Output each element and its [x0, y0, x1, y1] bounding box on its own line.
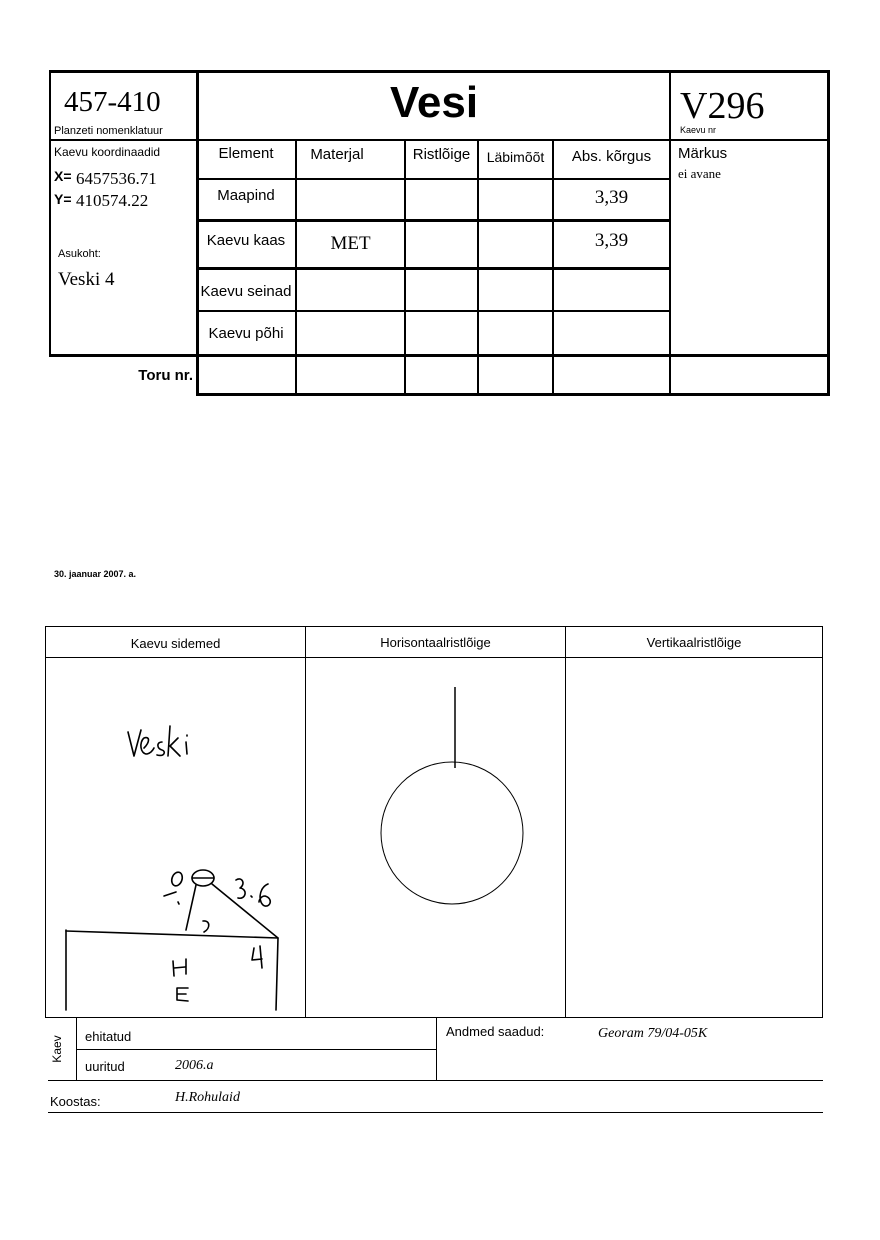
- col-header-abs-height: Abs. kõrgus: [571, 148, 652, 165]
- rule: [197, 178, 671, 180]
- well-links-sketch: [46, 658, 305, 1017]
- data-source-label: Andmed saadud:: [446, 1024, 545, 1039]
- row-element: Kaevu põhi: [208, 325, 284, 342]
- rule: [436, 1017, 437, 1081]
- sketch-header-vertical: Vertikaalristlõige: [646, 635, 742, 650]
- compiled-value: H.Rohulaid: [175, 1090, 240, 1105]
- rule: [822, 626, 823, 1018]
- rule: [45, 1017, 823, 1018]
- coordinates-label: Kaevu koordinaadid: [54, 145, 161, 159]
- col-header-diameter: Läbimõõt: [486, 149, 545, 165]
- col-header-element: Element: [218, 145, 274, 162]
- rule: [49, 354, 830, 357]
- compiled-label: Koostas:: [50, 1094, 101, 1109]
- remarks-value: ei avane: [678, 166, 721, 181]
- pipe-label: Toru nr.: [138, 367, 193, 384]
- rule: [49, 70, 51, 357]
- well-number-label: Kaevu nr: [680, 125, 717, 135]
- sketch-header-links: Kaevu sidemed: [130, 636, 221, 651]
- built-label: ehitatud: [85, 1029, 132, 1044]
- nomenclature-value: 457-410: [64, 86, 161, 118]
- rule: [197, 310, 671, 312]
- date-text: 30. jaanuar 2007. a.: [54, 569, 137, 579]
- row-element: Maapind: [217, 187, 275, 204]
- rule: [565, 626, 566, 1018]
- row-element: Kaevu seinad: [200, 283, 292, 300]
- rule: [45, 626, 823, 627]
- rule: [48, 1112, 823, 1113]
- well-number-value: V296: [680, 85, 765, 127]
- remarks-label: Märkus: [678, 145, 728, 162]
- surveyed-label: uuritud: [85, 1059, 125, 1074]
- well-side-label: Kaev: [50, 1035, 64, 1063]
- coord-x-label: X=: [54, 168, 72, 184]
- rule: [48, 1080, 823, 1081]
- page-title: Vesi: [389, 78, 479, 127]
- rule: [197, 267, 671, 270]
- rule: [49, 139, 830, 141]
- rule: [49, 70, 830, 73]
- coord-x-value: 6457536.71: [76, 169, 157, 188]
- rule: [197, 219, 671, 222]
- row-material: MET: [330, 233, 371, 254]
- rule: [76, 1049, 436, 1050]
- nomenclature-label: Planzeti nomenklatuur: [54, 125, 163, 137]
- row-abs-height: 3,39: [594, 187, 629, 208]
- row-element: Kaevu kaas: [206, 232, 286, 249]
- horizontal-section-drawing: [306, 658, 565, 1017]
- rule: [197, 393, 830, 396]
- surveyed-value: 2006.a: [175, 1058, 214, 1073]
- location-label: Asukoht:: [58, 248, 101, 260]
- row-abs-height: 3,39: [594, 230, 629, 251]
- col-header-cross-section: Ristlõige: [412, 146, 471, 163]
- rule: [827, 70, 830, 396]
- sketch-header-horizontal: Horisontaalristlõige: [380, 635, 491, 650]
- location-value: Veski 4: [58, 269, 115, 290]
- data-source-value: Georam 79/04-05K: [598, 1026, 708, 1041]
- coord-y-value: 410574.22: [76, 191, 149, 210]
- col-header-material: Materjal: [310, 146, 364, 163]
- coord-y-label: Y=: [54, 191, 72, 207]
